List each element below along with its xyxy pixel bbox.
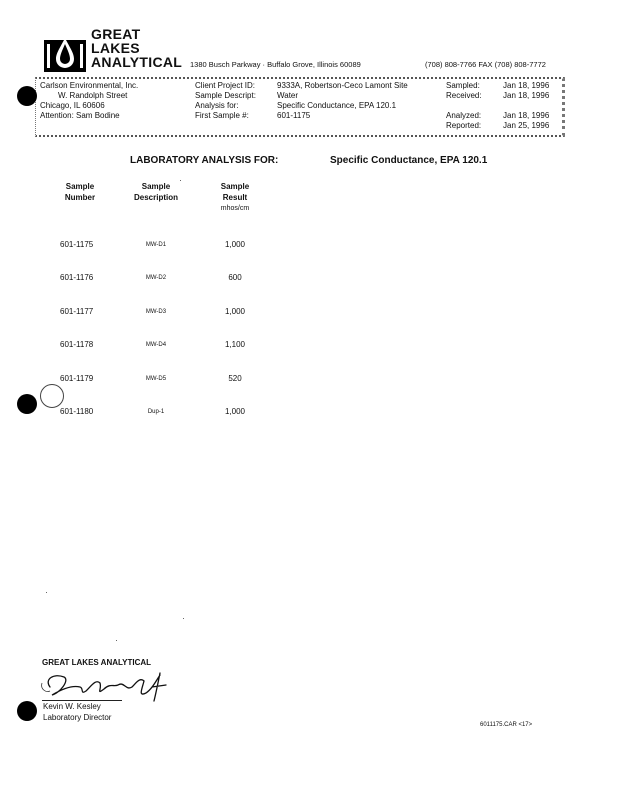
signatory-block [43,701,111,723]
reported-date: Jan 25, 1996 [503,121,550,130]
scan-speck [46,592,47,593]
lab-address: 1380 Busch Parkway · Buffalo Grove, Illinois 60089 [190,60,361,69]
row-1-description: MW-D1 [145,242,167,248]
col-number-line1: Sample [65,182,95,191]
row-6-description: Dup-1 [147,409,165,415]
project-id-value: 9333A, Robertson-Ceco Lamont Site [277,81,408,90]
row-1-number: 601-1175 [60,240,94,249]
report-title-analysis: Specific Conductance, EPA 120.1 [330,155,488,166]
col-result-unit: mhos/cm [220,205,250,212]
analyzed-label: Analyzed: [446,111,482,120]
signatory-name: Kevin W. Kesley [43,702,101,711]
received-date: Jan 18, 1996 [503,91,550,100]
client-city: Chicago, IL 60606 [40,101,105,110]
received-label: Received: [446,91,482,100]
client-block [40,81,138,121]
analysis-for-value: Specific Conductance, EPA 120.1 [277,101,397,110]
project-id-label: Client Project ID: [195,81,256,90]
client-attention: Attention: Sam Bodine [40,111,120,120]
report-title-label: LABORATORY ANALYSIS FOR: [130,155,279,166]
signature-company: GREAT LAKES ANALYTICAL [42,658,152,667]
sample-descript-label: Sample Descript: [195,91,256,100]
row-5-number: 601-1179 [60,374,94,383]
row-4-number: 601-1178 [60,340,94,349]
col-header-result [210,181,260,214]
col-result-line2: Result [222,193,248,202]
lab-phone-fax: (708) 808-7766 FAX (708) 808-7772 [425,60,546,69]
sample-descript-value: Water [277,91,299,100]
col-result-line1: Sample [220,182,250,191]
handwritten-signature [40,665,180,705]
sampled-label: Sampled: [446,81,480,90]
scan-speck [180,180,181,181]
project-labels [195,81,256,121]
analysis-for-label: Analysis for: [195,101,239,110]
scan-speck [116,640,117,641]
row-4-result: 1,100 [224,340,246,349]
row-3-result: 1,000 [224,307,246,316]
row-2-description: MW-D2 [145,275,167,281]
row-5-description: MW-D5 [145,376,167,382]
project-values [277,81,408,121]
logo-line-2: LAKES [91,40,140,56]
row-3-number: 601-1177 [60,307,94,316]
row-4-description: MW-D4 [145,342,167,348]
punch-hole-ring [40,384,64,408]
date-labels [446,81,482,131]
first-sample-value: 601-1175 [277,111,311,120]
row-3-description: MW-D3 [145,309,167,315]
col-description-line1: Sample [141,182,171,191]
col-description-line2: Description [133,193,178,202]
lab-logo-mark [44,36,86,72]
col-number-line2: Number [64,193,96,202]
row-6-number: 601-1180 [60,407,94,416]
lab-logo-text [91,27,182,69]
logo-line-3: ANALYTICAL [91,54,183,70]
punch-hole-bottom [17,701,37,721]
page-footer-code: 6011175.CAR <17> [480,722,533,728]
date-values [503,81,549,131]
row-2-number: 601-1176 [60,273,94,282]
col-header-number [55,181,105,203]
row-2-result: 600 [228,273,242,282]
sampled-date: Jan 18, 1996 [503,81,550,90]
row-6-result: 1,000 [224,407,246,416]
first-sample-label: First Sample #: [195,111,249,120]
row-5-result: 520 [228,374,242,383]
punch-hole-top [17,86,37,106]
row-1-result: 1,000 [224,240,246,249]
punch-hole-middle [17,394,37,414]
signatory-title: Laboratory Director [43,713,112,722]
scan-speck [183,618,184,619]
reported-label: Reported: [446,121,482,130]
client-company: Carlson Environmental, Inc. [40,81,139,90]
client-street: W. Randolph Street [58,91,128,100]
analyzed-date: Jan 18, 1996 [503,111,550,120]
col-header-description [125,181,187,203]
logo-line-1: GREAT [91,26,141,42]
